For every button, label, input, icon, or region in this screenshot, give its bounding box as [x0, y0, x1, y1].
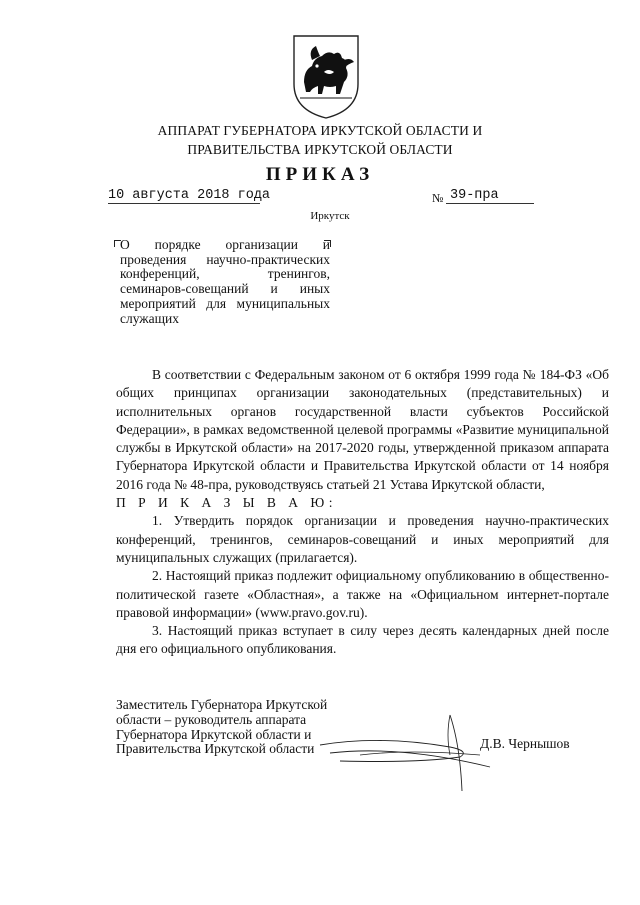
organization-name-line1: АППАРАТ ГУБЕРНАТОРА ИРКУТСКОЙ ОБЛАСТИ И: [157, 123, 483, 138]
number-label: №: [432, 191, 444, 205]
document-body: [116, 366, 609, 659]
document-subject: О порядке организации и проведения научно-практических конференций, тренингов, семинаров-совещаний и иных мероприятий для муниципальных служащих: [120, 237, 330, 326]
handwritten-signature: [300, 705, 500, 795]
order-item-2: 2. Настоящий приказ подлежит официальному опубликованию в общественно-политической газете «Областная», а также на «Официальном интернет-портале правовой информации» (www.pravo.gov.ru).: [116, 568, 609, 620]
order-item-3: 3. Настоящий приказ вступает в силу через десять календарных дней после дня его официального опубликования.: [116, 623, 609, 657]
signatory-position-line4: Правительства Иркутской области: [116, 741, 315, 757]
preamble-paragraph: В соответствии с Федеральным законом от 6 октября 1999 года № 184-ФЗ «Об общих принципах организации законодательных (представительных) и исполнительных органов государственной власти субъектов Российской Федерации», в рамках ведомственной целевой программы «Развитие муниципальной службы в Иркутской области» на 2017-2020 годы, утвержденной приказом аппарата Губернатора Иркутской области и Правительства Иркутской области от 14 ноября 2016 года № 48-пра, руководствуясь статьей 21 Устава Иркутской области,: [116, 367, 609, 492]
organization-name-line2: ПРАВИТЕЛЬСТВА ИРКУТСКОЙ ОБЛАСТИ: [187, 142, 453, 157]
document-date: 10 августа 2018 года: [108, 188, 271, 203]
decree-word: П Р И К А З Ы В А Ю:: [116, 495, 338, 511]
order-item-1: 1. Утвердить порядок организации и проведения научно-практических конференций, тренингов, семинаров-совещаний и иных мероприятий для муниципальных служащих (прилагается).: [116, 513, 609, 565]
signatory-position-line3: Губернатора Иркутской области и: [116, 726, 312, 742]
signatory-position-line1: Заместитель Губернатора Иркутской: [116, 697, 328, 712]
coat-of-arms-emblem: [290, 32, 362, 120]
number-underline: [446, 203, 534, 204]
signatory-position-line2: области – руководитель аппарата: [116, 711, 307, 727]
document-type-title: ПРИКАЗ: [265, 164, 375, 185]
signatory-name: Д.В. Чернышов: [480, 736, 570, 751]
date-underline: [108, 203, 260, 204]
issue-city: Иркутск: [310, 210, 350, 222]
document-number: 39-пра: [450, 188, 499, 203]
